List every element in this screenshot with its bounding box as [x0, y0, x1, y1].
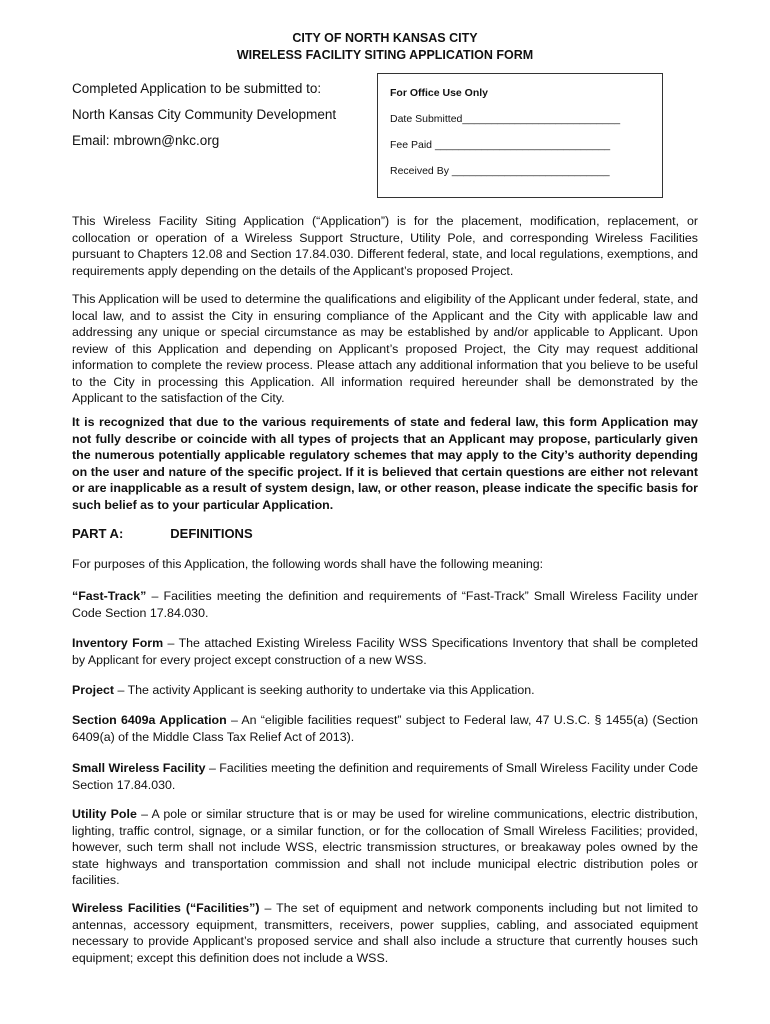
intro-paragraph-2: This Application will be used to determine the qualifications and eligibility of the Applicant under federal, state, and local law, and to assist the City in ensuring compliance of the Applicant and the City with applicable law and addressing any unique or special circumstance as may be established by and/or applicable to Applicant. Upon review of this Application and depending on Applicant’s proposed Project, the City may request additional information to complete the review process. Please attach any additional information that you believe to be useful to the City in processing this Application. All information required hereunder shall be demonstrated by the Applicant to the satisfaction of the City. — [72, 292, 698, 405]
definition-term: Small Wireless Facility — [72, 761, 206, 775]
submission-email: Email: mbrown@nkc.org — [72, 133, 220, 148]
definition-text: – The activity Applicant is seeking authority to undertake via this Application. — [114, 683, 535, 697]
intro-paragraph-3: It is recognized that due to the various requirements of state and federal law, this form Application may not fully describe or coincide with all types of projects that an Applicant may propose, particularly given the numerous potentially applicable regulatory schemes that may apply to the City’s authority depending on the user and nature of the specific project. If it is believed that certain questions are either not relevant or are inapplicable as a result of system design, law, or other reason, please indicate the specific basis for such belief as to your particular Application. — [72, 415, 698, 512]
submission-label: Completed Application to be submitted to: — [72, 81, 322, 96]
definition-term: “Fast-Track” — [72, 589, 147, 603]
definition-term: Wireless Facilities (“Facilities”) — [72, 901, 260, 915]
received-by-field: Received By ___________________________ — [390, 165, 610, 177]
definition-section-6409a — [72, 712, 698, 745]
submission-department: North Kansas City Community Development — [72, 107, 337, 122]
definition-term: Project — [72, 683, 115, 697]
definition-term: Section 6409a Application — [72, 713, 227, 727]
document-title-form: WIRELESS FACILITY SITING APPLICATION FORM — [236, 48, 534, 62]
definition-text: – An “eligible facilities request” subject to Federal law, 47 U.S.C. § 1455(a) (Section 6409(a) of the Middle Class Tax Relief Act of 2013). — [72, 713, 699, 744]
definition-small-wireless-facility — [72, 760, 698, 793]
definition-wireless-facilities — [72, 900, 698, 966]
definition-term: Utility Pole — [72, 807, 137, 821]
definition-text: – The attached Existing Wireless Facility WSS Specifications Inventory that shall be completed by Applicant for every project except construction of a new WSS. — [72, 636, 698, 667]
part-a-title: DEFINITIONS — [170, 526, 253, 541]
definition-utility-pole — [72, 806, 698, 889]
fee-paid-field: Fee Paid ______________________________ — [390, 139, 611, 151]
intro-paragraph-1: This Wireless Facility Siting Application (“Application”) is for the placement, modification, replacement, or collocation or operation of a Wireless Support Structure, Utility Pole, and corresponding Wireless Facilities pursuant to Chapters 12.08 and Section 17.84.030. Different federal, state, and local regulations, exemptions, and requirements apply depending on the details of the Applicant’s proposed Project. — [72, 214, 698, 278]
definition-project — [72, 682, 698, 699]
part-a-label: PART A: — [72, 526, 124, 541]
definition-text: – Facilities meeting the definition and requirements of Small Wireless Facility under Code Section 17.84.030. — [72, 761, 698, 792]
definition-text: – The set of equipment and network components including but not limited to antennas, accessory equipment, transmitters, receivers, power supplies, cabling, and associated equipment necessary to provide Applicant’s proposed service and shall also include a structure that currently houses such equipment; except this definition does not include a WSS. — [72, 901, 698, 965]
date-submitted-field: Date Submitted___________________________ — [390, 113, 621, 125]
document-title-city: CITY OF NORTH KANSAS CITY — [292, 31, 478, 45]
definition-inventory-form — [72, 635, 698, 668]
definition-text: – A pole or similar structure that is or may be used for wireline communications, electric distribution, lighting, traffic control, signage, or a similar function, or for the collocation of Small Wireless Facilities; provided, however, such term shall not include WSS, electric transmission structures, or breakaway poles owned by the state highways and transportation commission and shall not include municipal electric distribution poles or facilities. — [72, 807, 699, 887]
definition-term: Inventory Form — [72, 636, 164, 650]
definition-text: – Facilities meeting the definition and requirements of “Fast-Track” Small Wireless Facility under Code Section 17.84.030. — [72, 589, 698, 620]
office-use-heading: For Office Use Only — [390, 87, 489, 99]
office-use-box — [377, 73, 663, 198]
definitions-lead: For purposes of this Application, the following words shall have the following meaning: — [72, 557, 544, 571]
part-a-heading — [72, 525, 253, 542]
definition-fast-track — [72, 588, 698, 621]
